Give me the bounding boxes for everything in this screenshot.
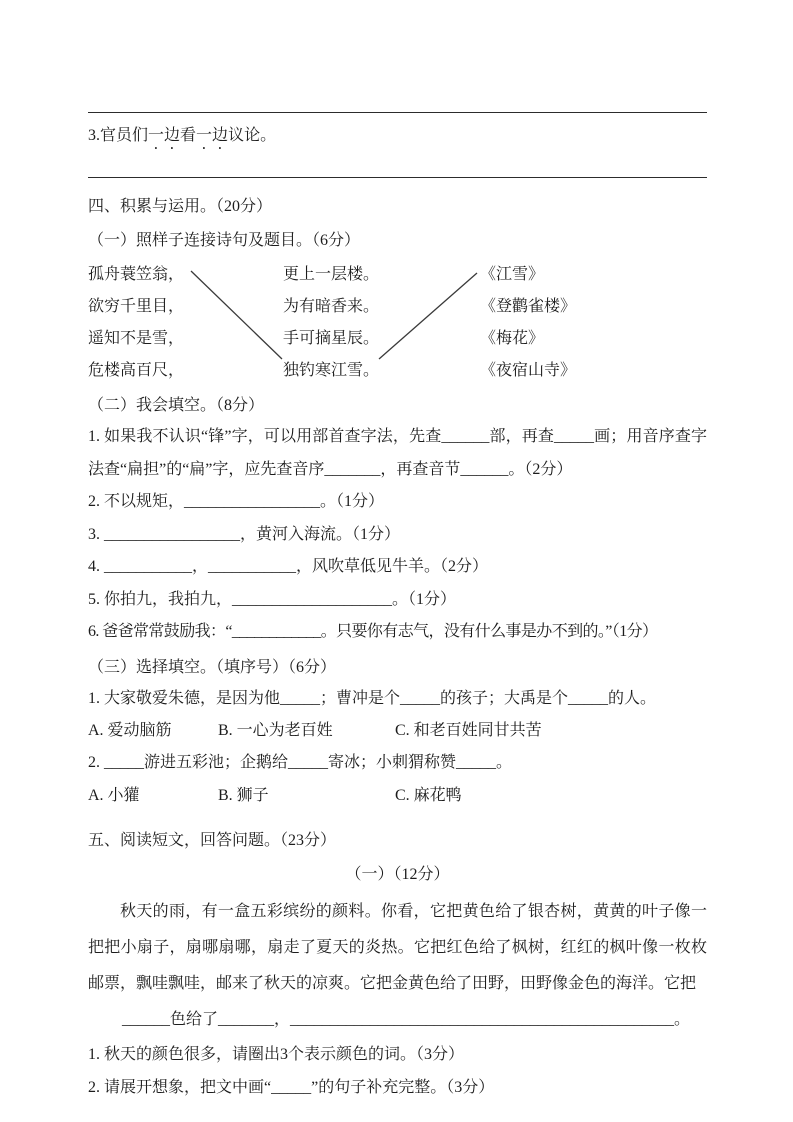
- item3-suffix: 议论。: [228, 127, 277, 144]
- poem-title-column: [480, 259, 707, 387]
- poem-first-column: [88, 259, 283, 387]
- part-1-title: （一）照样子连接诗句及题目。（6分）: [88, 232, 361, 249]
- reading-passage-text: 秋天的雨，有一盒五彩缤纷的颜料。你看，它把黄色给了银杏树，黄黄的叶子像一把把小扇子，扇哪扇哪，扇走了夏天的炎热。它把红色给了枫树，红红的枫叶像一枚枚邮票，飘哇飘哇，邮来了秋天的凉爽。它把金黄色给了田野，田野像金色的海洋。它把: [88, 902, 707, 992]
- item3-emphasis-1: 一边: [148, 127, 181, 144]
- poem-second-column: [283, 259, 480, 387]
- section-4-title: 四、积累与运用。（20分）: [88, 198, 273, 215]
- divider-line-bottom: [88, 177, 707, 178]
- poem-second-line: 为有暗香来。: [283, 298, 380, 315]
- poem-title: 《登鹳雀楼》: [480, 298, 577, 315]
- poem-first-line: 危楼高百尺，: [88, 362, 185, 379]
- fill-blank-item-1: 1. 如果我不认识“锋”字，可以用部首查字法，先查______部，再查_____画；用音序查字法查“扁担”的“扁”字，应先查音序_______，再查音节______。（2分）: [88, 428, 707, 478]
- poem-grid: [88, 259, 707, 387]
- section-5-title: 五、阅读短文，回答问题。（23分）: [88, 831, 337, 849]
- option-c: C. 麻花鸭: [395, 786, 462, 804]
- fill-blank-item-3: 3. _________________，黄河入海流。（1分）: [88, 525, 401, 543]
- choice-question-1-options: [88, 715, 707, 747]
- poem-second-line: 独钓寒江雪。: [283, 362, 380, 379]
- option-a: A. 爱动脑筋: [88, 722, 172, 739]
- choice-question-1: 1. 大家敬爱朱德，是因为他_____；曹冲是个_____的孩子；大禹是个_____的人。: [88, 689, 657, 707]
- divider-line-top: [88, 112, 707, 113]
- item3-emphasis-2: 一边: [196, 127, 229, 144]
- poem-title: 《夜宿山寺》: [480, 362, 577, 379]
- item3-middle: 看: [180, 127, 197, 144]
- option-b: B. 一心为老百姓: [218, 722, 333, 739]
- fill-blank-item-6: 6. 爸爸常常鼓励我：“____________。只要你有志气，没有什么事是办不到的。”（1分）: [88, 623, 658, 640]
- option-a: A. 小獾: [88, 786, 140, 804]
- fill-blank-item-5: 5. 你拍九，我拍九，____________________。（1分）: [88, 590, 457, 608]
- sentence-item-3: [88, 122, 707, 153]
- option-b: B. 狮子: [218, 786, 269, 804]
- poem-title: 《梅花》: [480, 330, 545, 347]
- reading-passage-heading: （一）（12分）: [345, 865, 450, 883]
- fill-blank-item-4: 4. ___________，___________，风吹草低见牛羊。（2分）: [88, 558, 489, 575]
- fill-blank-item-2: 2. 不以规矩，_________________。（1分）: [88, 493, 385, 510]
- poem-first-line: 孤舟蓑笠翁，: [88, 266, 185, 283]
- part-2-title: （二）我会填空。（8分）: [88, 397, 265, 414]
- option-c: C. 和老百姓同甘共苦: [395, 722, 542, 739]
- part-3-title: （三）选择填空。（填序号）（6分）: [88, 658, 337, 676]
- poem-second-line: 更上一层楼。: [283, 266, 380, 283]
- reading-question-1: 1. 秋天的颜色很多，请圈出3个表示颜色的词。（3分）: [88, 1045, 465, 1063]
- poem-first-line: 欲穷千里目，: [88, 298, 185, 315]
- choice-question-2-options: [88, 780, 707, 812]
- poem-title: 《江雪》: [480, 266, 545, 283]
- item3-prefix: 3.官员们: [88, 127, 149, 144]
- poem-second-line: 手可摘星辰。: [283, 330, 380, 347]
- reading-question-2: 2. 请展开想象，把文中画“_____”的句子补充完整。（3分）: [88, 1078, 495, 1096]
- poem-first-line: 遥知不是雪，: [88, 330, 185, 347]
- reading-passage-blank-line: ______色给了_______，________________________________________________。: [122, 1010, 691, 1028]
- choice-question-2: 2. _____游进五彩池；企鹅给_____寄冰；小刺猬称赞_____。: [88, 754, 513, 771]
- poem-matching-exercise: [88, 259, 707, 387]
